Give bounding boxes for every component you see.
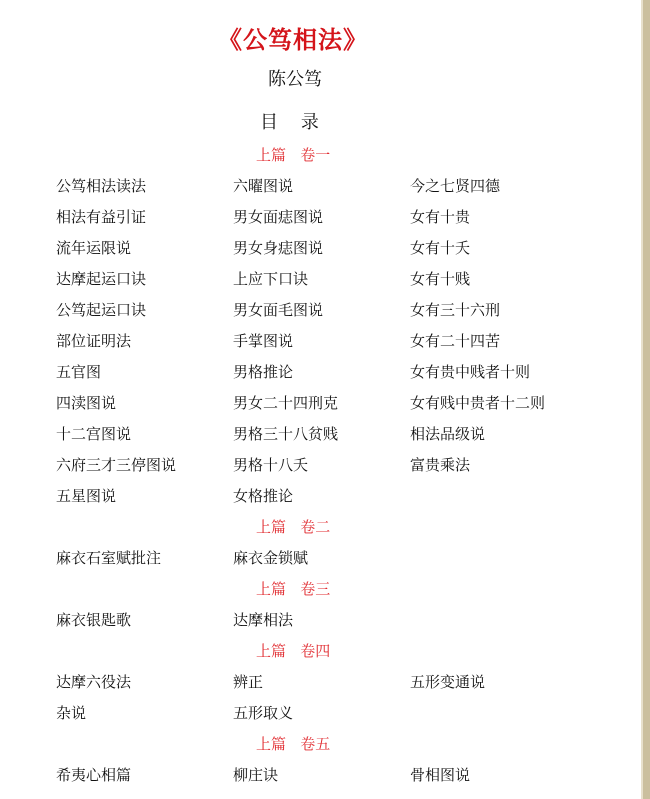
toc-entry: 四渎图说 [56,394,117,412]
toc-entry: 女有二十四苦 [410,332,501,350]
toc-entry: 公笃相法读法 [56,177,147,195]
toc-entry: 部位证明法 [56,332,132,350]
toc-row [0,358,640,389]
toc-entry: 辨正 [233,673,264,691]
toc-row [0,203,640,234]
toc-entry: 六曜图说 [233,177,294,195]
toc-entry: 柳庄诀 [233,766,279,784]
toc-row [0,172,640,203]
toc-entry: 女有十贵 [410,208,471,226]
toc-entry: 女有贵中贱者十则 [410,363,531,381]
page-edge-border [643,0,650,799]
toc-row [0,761,640,792]
toc-entry: 达摩起运口诀 [56,270,147,288]
toc-entry: 女格推论 [233,487,294,505]
toc-entry: 女有三十六刑 [410,301,501,319]
toc-entry: 相法有益引证 [56,208,147,226]
toc-entry: 女有十贱 [410,270,471,288]
toc-entry: 男格三十八贫贱 [233,425,339,443]
toc-entry: 麻衣石室赋批注 [56,549,162,567]
section-heading: 上篇 卷一 [256,146,331,164]
toc-entry: 五形取义 [233,704,294,722]
section-heading: 上篇 卷二 [256,518,331,536]
section-heading: 上篇 卷五 [256,735,331,753]
toc-entry: 手掌图说 [233,332,294,350]
toc-entry: 上应下口诀 [233,270,309,288]
toc-entry: 男女二十四刑克 [233,394,339,412]
toc-entry: 十二宫图说 [56,425,132,443]
toc-entry: 麻衣银匙歌 [56,611,132,629]
section-heading: 上篇 卷三 [256,580,331,598]
section-heading: 上篇 卷四 [256,642,331,660]
toc-row [0,699,640,730]
toc-row [0,451,640,482]
toc-entry: 男女身痣图说 [233,239,324,257]
toc-entry: 男女面毛图说 [233,301,324,319]
toc-row [0,606,640,637]
toc-entry: 骨相图说 [410,766,471,784]
toc-entry: 男格推论 [233,363,294,381]
toc-entry: 男格十八夭 [233,456,309,474]
table-of-contents [0,141,640,792]
toc-entry: 富贵乘法 [410,456,471,474]
toc-row [0,296,640,327]
toc-entry: 达摩相法 [233,611,294,629]
toc-entry: 六府三才三停图说 [56,456,177,474]
toc-row [0,327,640,358]
toc-entry: 五形变通说 [410,673,486,691]
toc-row [0,420,640,451]
toc-entry: 达摩六役法 [56,673,132,691]
toc-entry: 公笃起运口诀 [56,301,147,319]
toc-row [0,265,640,296]
toc-entry: 女有十夭 [410,239,471,257]
toc-row [0,668,640,699]
book-title: 《公笃相法》 [218,25,368,54]
toc-entry: 五星图说 [56,487,117,505]
toc-entry: 流年运限说 [56,239,132,257]
toc-row [0,544,640,575]
toc-row [0,482,640,513]
author-name: 陈公笃 [268,69,322,90]
toc-entry: 麻衣金锁赋 [233,549,309,567]
toc-row [0,389,640,420]
toc-entry: 今之七贤四德 [410,177,501,195]
toc-entry: 五官图 [56,363,102,381]
toc-entry: 女有贱中贵者十二则 [410,394,546,412]
toc-row [0,234,640,265]
toc-heading: 目 录 [260,112,319,133]
toc-entry: 男女面痣图说 [233,208,324,226]
toc-entry: 杂说 [56,704,87,722]
toc-entry: 相法品级说 [410,425,486,443]
toc-entry: 希夷心相篇 [56,766,132,784]
